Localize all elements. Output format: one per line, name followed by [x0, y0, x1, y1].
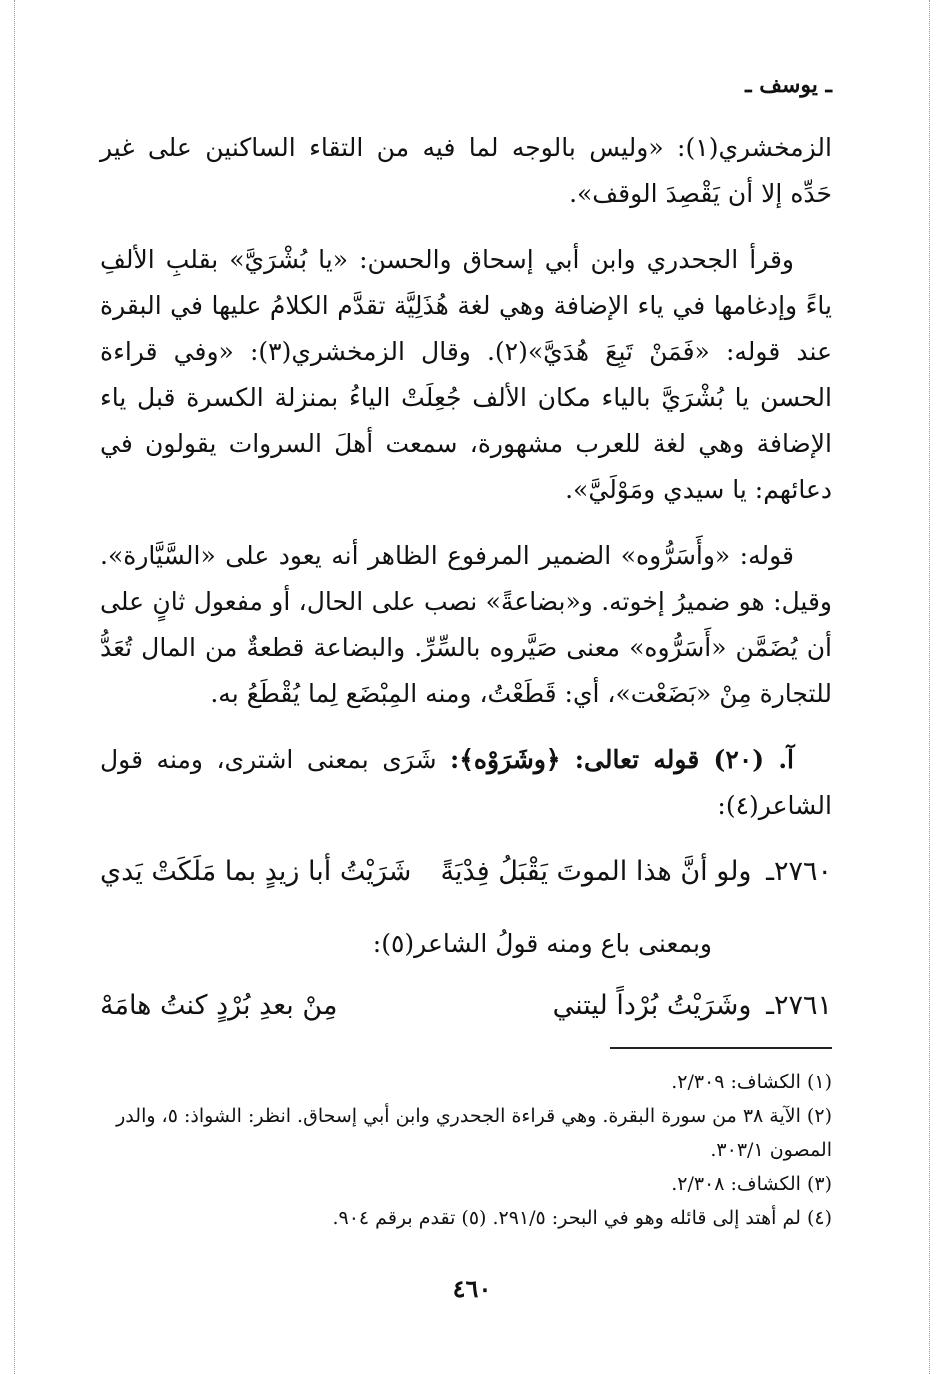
verse-2761-number: ٢٧٦١ـ	[766, 990, 832, 1021]
scan-edge-right	[929, 0, 930, 1374]
paragraph-2: وقرأ الجحدري وابن أبي إسحاق والحسن: «يا بُشْرَيَّ» بقلبِ الألفِ ياءً وإدغامها في ياء الإضافة وهي لغة هُذَلِيَّة تقدَّم الكلامُ عليها في البقرة عند قوله: «فَمَنْ تَبِعَ هُدَيَّ»(٢). وقال الزمخشري(٣): «وفي قراءة الحسن يا بُشْرَيَّ بالياء مكان الألف جُعِلَتْ الياءُ بمنزلة الكسرة قبل ياء الإضافة وهي لغة للعرب مشهورة، سمعت أهلَ السروات يقولون في دعائهم: يا سيدي ومَوْلَيَّ».	[100, 245, 832, 504]
paragraph-3: قوله: «وأَسَرُّوه» الضمير المرفوع الظاهر أنه يعود على «السَّيَّارة». وقيل: هو ضميرُ إخوته. و«بضاعةً» نصب على الحال، أو مفعول ثانٍ على أن يُضَمَّن «أَسَرُّوه» معنى صَيَّروه بالسِّرِّ. والبضاعة قطعةٌ من المال تُعَدُّ للتجارة مِنْ «بَضَعْت»، أي: قَطَعْتُ، ومنه المِبْضَع لِما يُقْطَعُ به.	[100, 541, 832, 708]
paragraph-4	[100, 737, 832, 829]
verse-2761-second-hemistich: مِنْ بعدِ بُرْدٍ كنتُ هامَهْ	[100, 990, 338, 1021]
running-header: ـ يوسف ـ	[745, 72, 832, 98]
main-text	[100, 125, 832, 1055]
footnote-1: (١) الكشاف: ٢/٣٠٩.	[671, 1071, 832, 1093]
scan-edge-left	[14, 0, 15, 1374]
verse-2760-second-hemistich: شَرَيْتُ أبا زيدٍ بما مَلَكَتْ يَدي	[100, 856, 412, 887]
footnotes	[100, 1065, 832, 1235]
ayah-commentary: شَرَى بمعنى اشترى، ومنه قول الشاعر(٤):	[100, 745, 832, 820]
verse-2761	[100, 983, 832, 1029]
footnote-4-5: (٤) لم أهتد إلى قائله وهو في البحر: ٢٩١/٥. (٥) تقدم برقم ٩٠٤.	[332, 1207, 832, 1229]
footnote-3: (٣) الكشاف: ٢/٣٠٨.	[671, 1173, 832, 1195]
verse-2760-first-text: ولو أنَّ هذا الموتَ يَقْبَلُ فِدْيَةً	[440, 856, 752, 887]
footnote-separator	[610, 1047, 832, 1049]
verse-2760-number: ٢٧٦٠ـ	[766, 856, 832, 887]
ayah-heading: آ. (٢٠) قوله تعالى: ﴿وشَرَوْه﴾:	[450, 745, 794, 774]
verse-2761-first-text: وشَرَيْتُ بُرْداً ليتني	[552, 990, 752, 1021]
verse-intro: وبمعنى باع ومنه قولُ الشاعر(٥):	[372, 929, 712, 958]
verse-2760-first-hemistich	[441, 849, 832, 895]
verse-2760	[100, 849, 832, 895]
page-number: ٤٦٠	[452, 1274, 492, 1303]
footnote-2: (٢) الآية ٣٨ من سورة البقرة. وهي قراءة الجحدري وابن أبي إسحاق. انظر: الشواذ: ٥، والدر المصون ٣٠٣/١.	[116, 1105, 832, 1161]
paragraph-1: الزمخشري(١): «وليس بالوجه لما فيه من التقاء الساكنين على غير حَدِّه إلا أن يَقْصِدَ الوقف».	[100, 133, 832, 208]
verse-2761-first-hemistich	[553, 983, 832, 1029]
